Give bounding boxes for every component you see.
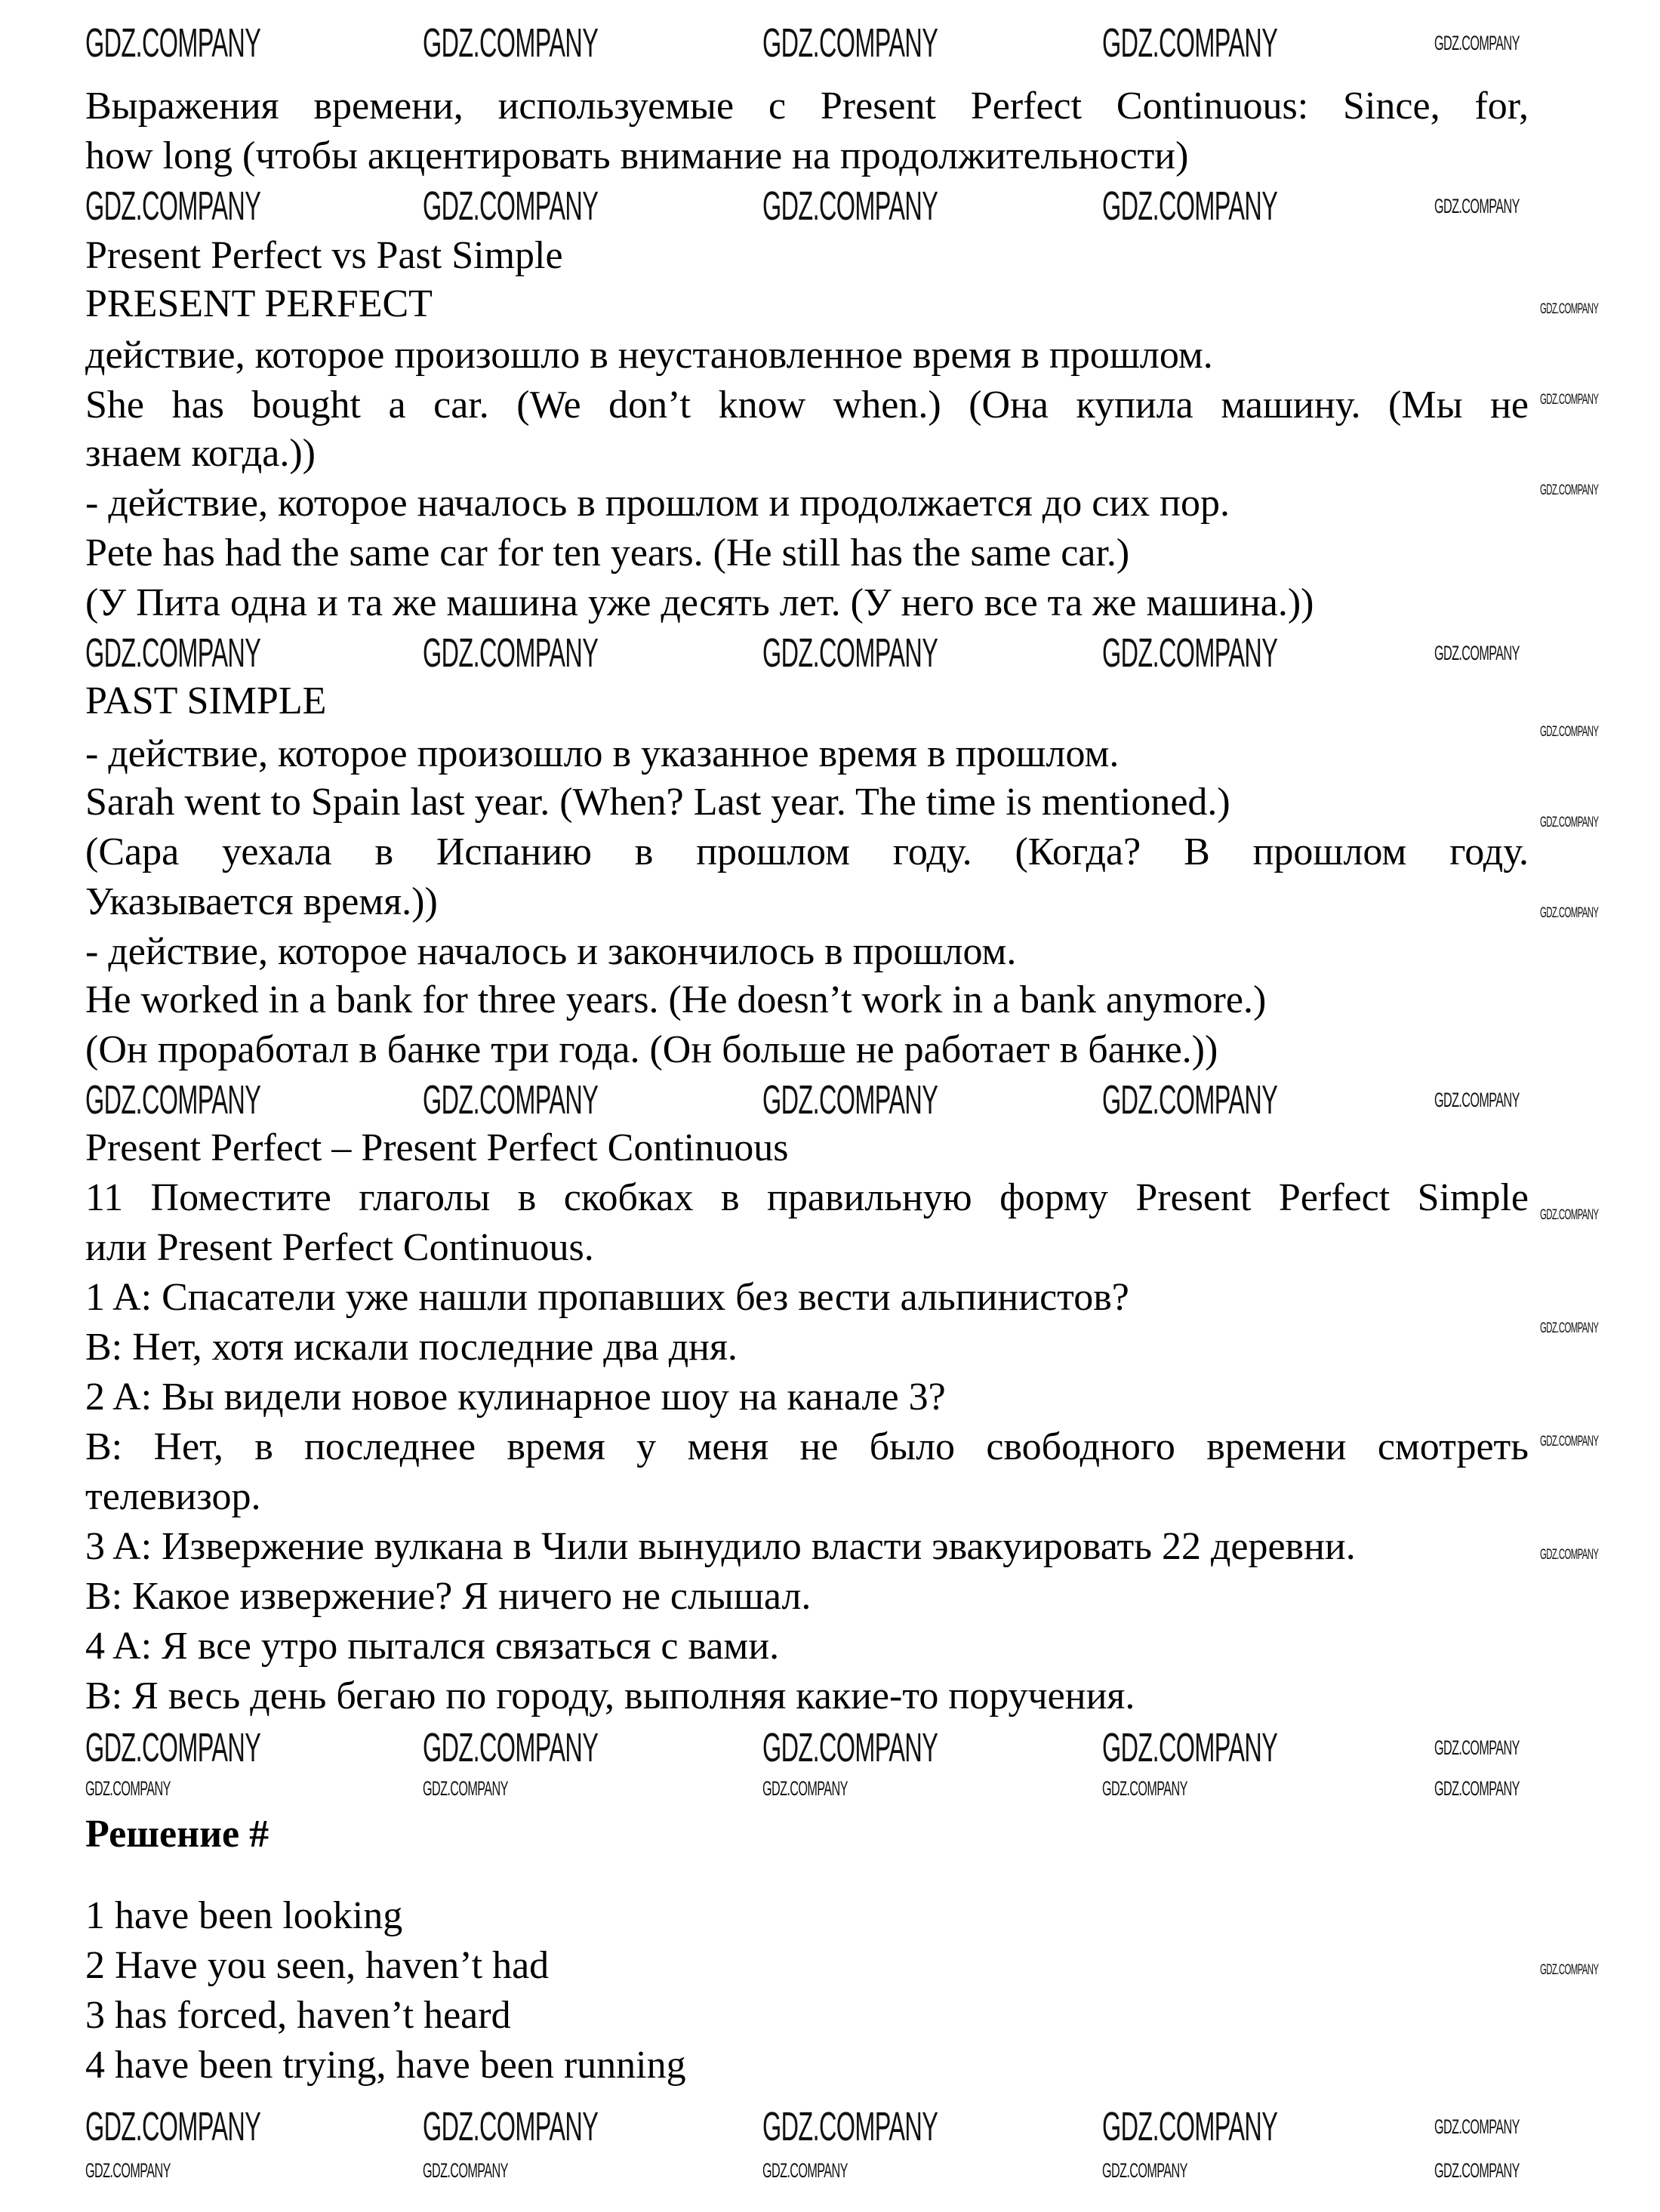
watermark: GDZ.COMPANY <box>85 1725 261 1770</box>
watermark: GDZ.COMPANY <box>1434 642 1520 664</box>
text-line: She has bought a car. (We don’t know when.) (Она купила машину. (Мы не <box>85 384 1529 427</box>
watermark: GDZ.COMPANY <box>762 1725 938 1770</box>
watermark: GDZ.COMPANY <box>1102 1725 1278 1770</box>
text-line: PAST SIMPLE <box>85 679 327 722</box>
text-line: Pete has had the same car for ten years. (He still has the same car.) <box>85 531 1130 575</box>
watermark: GDZ.COMPANY <box>85 20 261 66</box>
watermark: GDZ.COMPANY <box>1102 20 1278 66</box>
solution-heading: Решение # <box>85 1813 269 1856</box>
text-line: Present Perfect – Present Perfect Continuous <box>85 1126 789 1169</box>
watermark: GDZ.COMPANY <box>762 183 938 229</box>
watermark: GDZ.COMPANY <box>1540 482 1599 498</box>
text-line: 2 A: Вы видели новое кулинарное шоу на канале 3? <box>85 1376 946 1419</box>
watermark: GDZ.COMPANY <box>1102 630 1278 676</box>
watermark: GDZ.COMPANY <box>423 1777 508 1800</box>
watermark: GDZ.COMPANY <box>1540 301 1599 317</box>
text-line: - действие, которое началось в прошлом и продолжается до сих пор. <box>85 482 1230 525</box>
text-line: how long (чтобы акцентировать внимание на продолжительности) <box>85 134 1189 177</box>
watermark: GDZ.COMPANY <box>1540 1434 1599 1450</box>
text-line: He worked in a bank for three years. (He doesn’t work in a bank anymore.) <box>85 978 1267 1021</box>
text-line: знаем когда.)) <box>85 432 316 475</box>
text-line: 3 has forced, haven’t heard <box>85 1994 511 2037</box>
text-line: Указывается время.)) <box>85 880 438 923</box>
watermark: GDZ.COMPANY <box>1540 815 1599 830</box>
watermark: GDZ.COMPANY <box>85 183 261 229</box>
watermark: GDZ.COMPANY <box>1102 1077 1278 1123</box>
watermark: GDZ.COMPANY <box>1434 2159 1520 2182</box>
text-line: 11 Поместите глаголы в скобках в правильную форму Present Perfect Simple <box>85 1176 1529 1219</box>
watermark: GDZ.COMPANY <box>1102 2159 1187 2182</box>
watermark: GDZ.COMPANY <box>423 2104 599 2149</box>
text-line: (У Пита одна и та же машина уже десять лет. (У него все та же машина.)) <box>85 581 1314 624</box>
text-line: действие, которое произошло в неустановленное время в прошлом. <box>85 334 1213 377</box>
text-line: телевизор. <box>85 1475 261 1518</box>
watermark: GDZ.COMPANY <box>1540 1962 1599 1978</box>
watermark: GDZ.COMPANY <box>1102 1777 1187 1800</box>
watermark: GDZ.COMPANY <box>762 2104 938 2149</box>
watermark: GDZ.COMPANY <box>762 630 938 676</box>
watermark: GDZ.COMPANY <box>1434 1089 1520 1111</box>
watermark: GDZ.COMPANY <box>1540 392 1599 408</box>
text-line: B: Нет, в последнее время у меня не было свободного времени смотреть <box>85 1425 1529 1468</box>
text-line: (Он проработал в банке три года. (Он больше не работает в банке.)) <box>85 1028 1218 1071</box>
watermark: GDZ.COMPANY <box>423 1077 599 1123</box>
watermark: GDZ.COMPANY <box>762 20 938 66</box>
text-line: или Present Perfect Continuous. <box>85 1226 594 1269</box>
text-line: 4 have been trying, have been running <box>85 2044 686 2087</box>
watermark: GDZ.COMPANY <box>1540 905 1599 921</box>
text-line: 1 A: Спасатели уже нашли пропавших без вести альпинистов? <box>85 1276 1129 1319</box>
watermark: GDZ.COMPANY <box>1102 2104 1278 2149</box>
watermark: GDZ.COMPANY <box>85 630 261 676</box>
watermark: GDZ.COMPANY <box>423 20 599 66</box>
watermark: GDZ.COMPANY <box>762 1077 938 1123</box>
text-line: - действие, которое началось и закончилось в прошлом. <box>85 930 1017 973</box>
watermark: GDZ.COMPANY <box>1434 32 1520 54</box>
text-line: B: Какое извержение? Я ничего не слышал. <box>85 1575 812 1618</box>
watermark: GDZ.COMPANY <box>423 183 599 229</box>
watermark: GDZ.COMPANY <box>1434 195 1520 217</box>
watermark: GDZ.COMPANY <box>1540 1207 1599 1223</box>
watermark: GDZ.COMPANY <box>1540 1320 1599 1336</box>
watermark: GDZ.COMPANY <box>85 1777 171 1800</box>
watermark: GDZ.COMPANY <box>1434 1777 1520 1800</box>
text-line: Present Perfect vs Past Simple <box>85 234 563 277</box>
watermark: GDZ.COMPANY <box>762 1777 848 1800</box>
watermark: GDZ.COMPANY <box>423 630 599 676</box>
watermark: GDZ.COMPANY <box>762 2159 848 2182</box>
text-line: - действие, которое произошло в указанное время в прошлом. <box>85 732 1119 775</box>
watermark: GDZ.COMPANY <box>423 1725 599 1770</box>
text-line: Выражения времени, используемые с Present Perfect Continuous: Since, for, <box>85 85 1529 128</box>
text-line: 3 A: Извержение вулкана в Чили вынудило власти эвакуировать 22 деревни. <box>85 1525 1356 1568</box>
watermark: GDZ.COMPANY <box>1540 1547 1599 1563</box>
watermark: GDZ.COMPANY <box>85 2104 261 2149</box>
watermark: GDZ.COMPANY <box>85 1077 261 1123</box>
text-line: 4 A: Я все утро пытался связаться с вами. <box>85 1625 780 1668</box>
text-line: PRESENT PERFECT <box>85 282 433 325</box>
watermark: GDZ.COMPANY <box>423 2159 508 2182</box>
watermark: GDZ.COMPANY <box>1540 724 1599 740</box>
watermark: GDZ.COMPANY <box>85 2159 171 2182</box>
text-line: B: Нет, хотя искали последние два дня. <box>85 1326 738 1369</box>
text-line: B: Я весь день бегаю по городу, выполняя какие-то поручения. <box>85 1674 1135 1718</box>
text-line: 2 Have you seen, haven’t had <box>85 1944 550 1987</box>
text-line: (Сара уехала в Испанию в прошлом году. (Когда? В прошлом году. <box>85 830 1529 873</box>
watermark: GDZ.COMPANY <box>1434 1736 1520 1759</box>
watermark: GDZ.COMPANY <box>1102 183 1278 229</box>
text-line: 1 have been looking <box>85 1894 403 1937</box>
watermark: GDZ.COMPANY <box>1434 2115 1520 2138</box>
text-line: Sarah went to Spain last year. (When? Last year. The time is mentioned.) <box>85 781 1230 824</box>
